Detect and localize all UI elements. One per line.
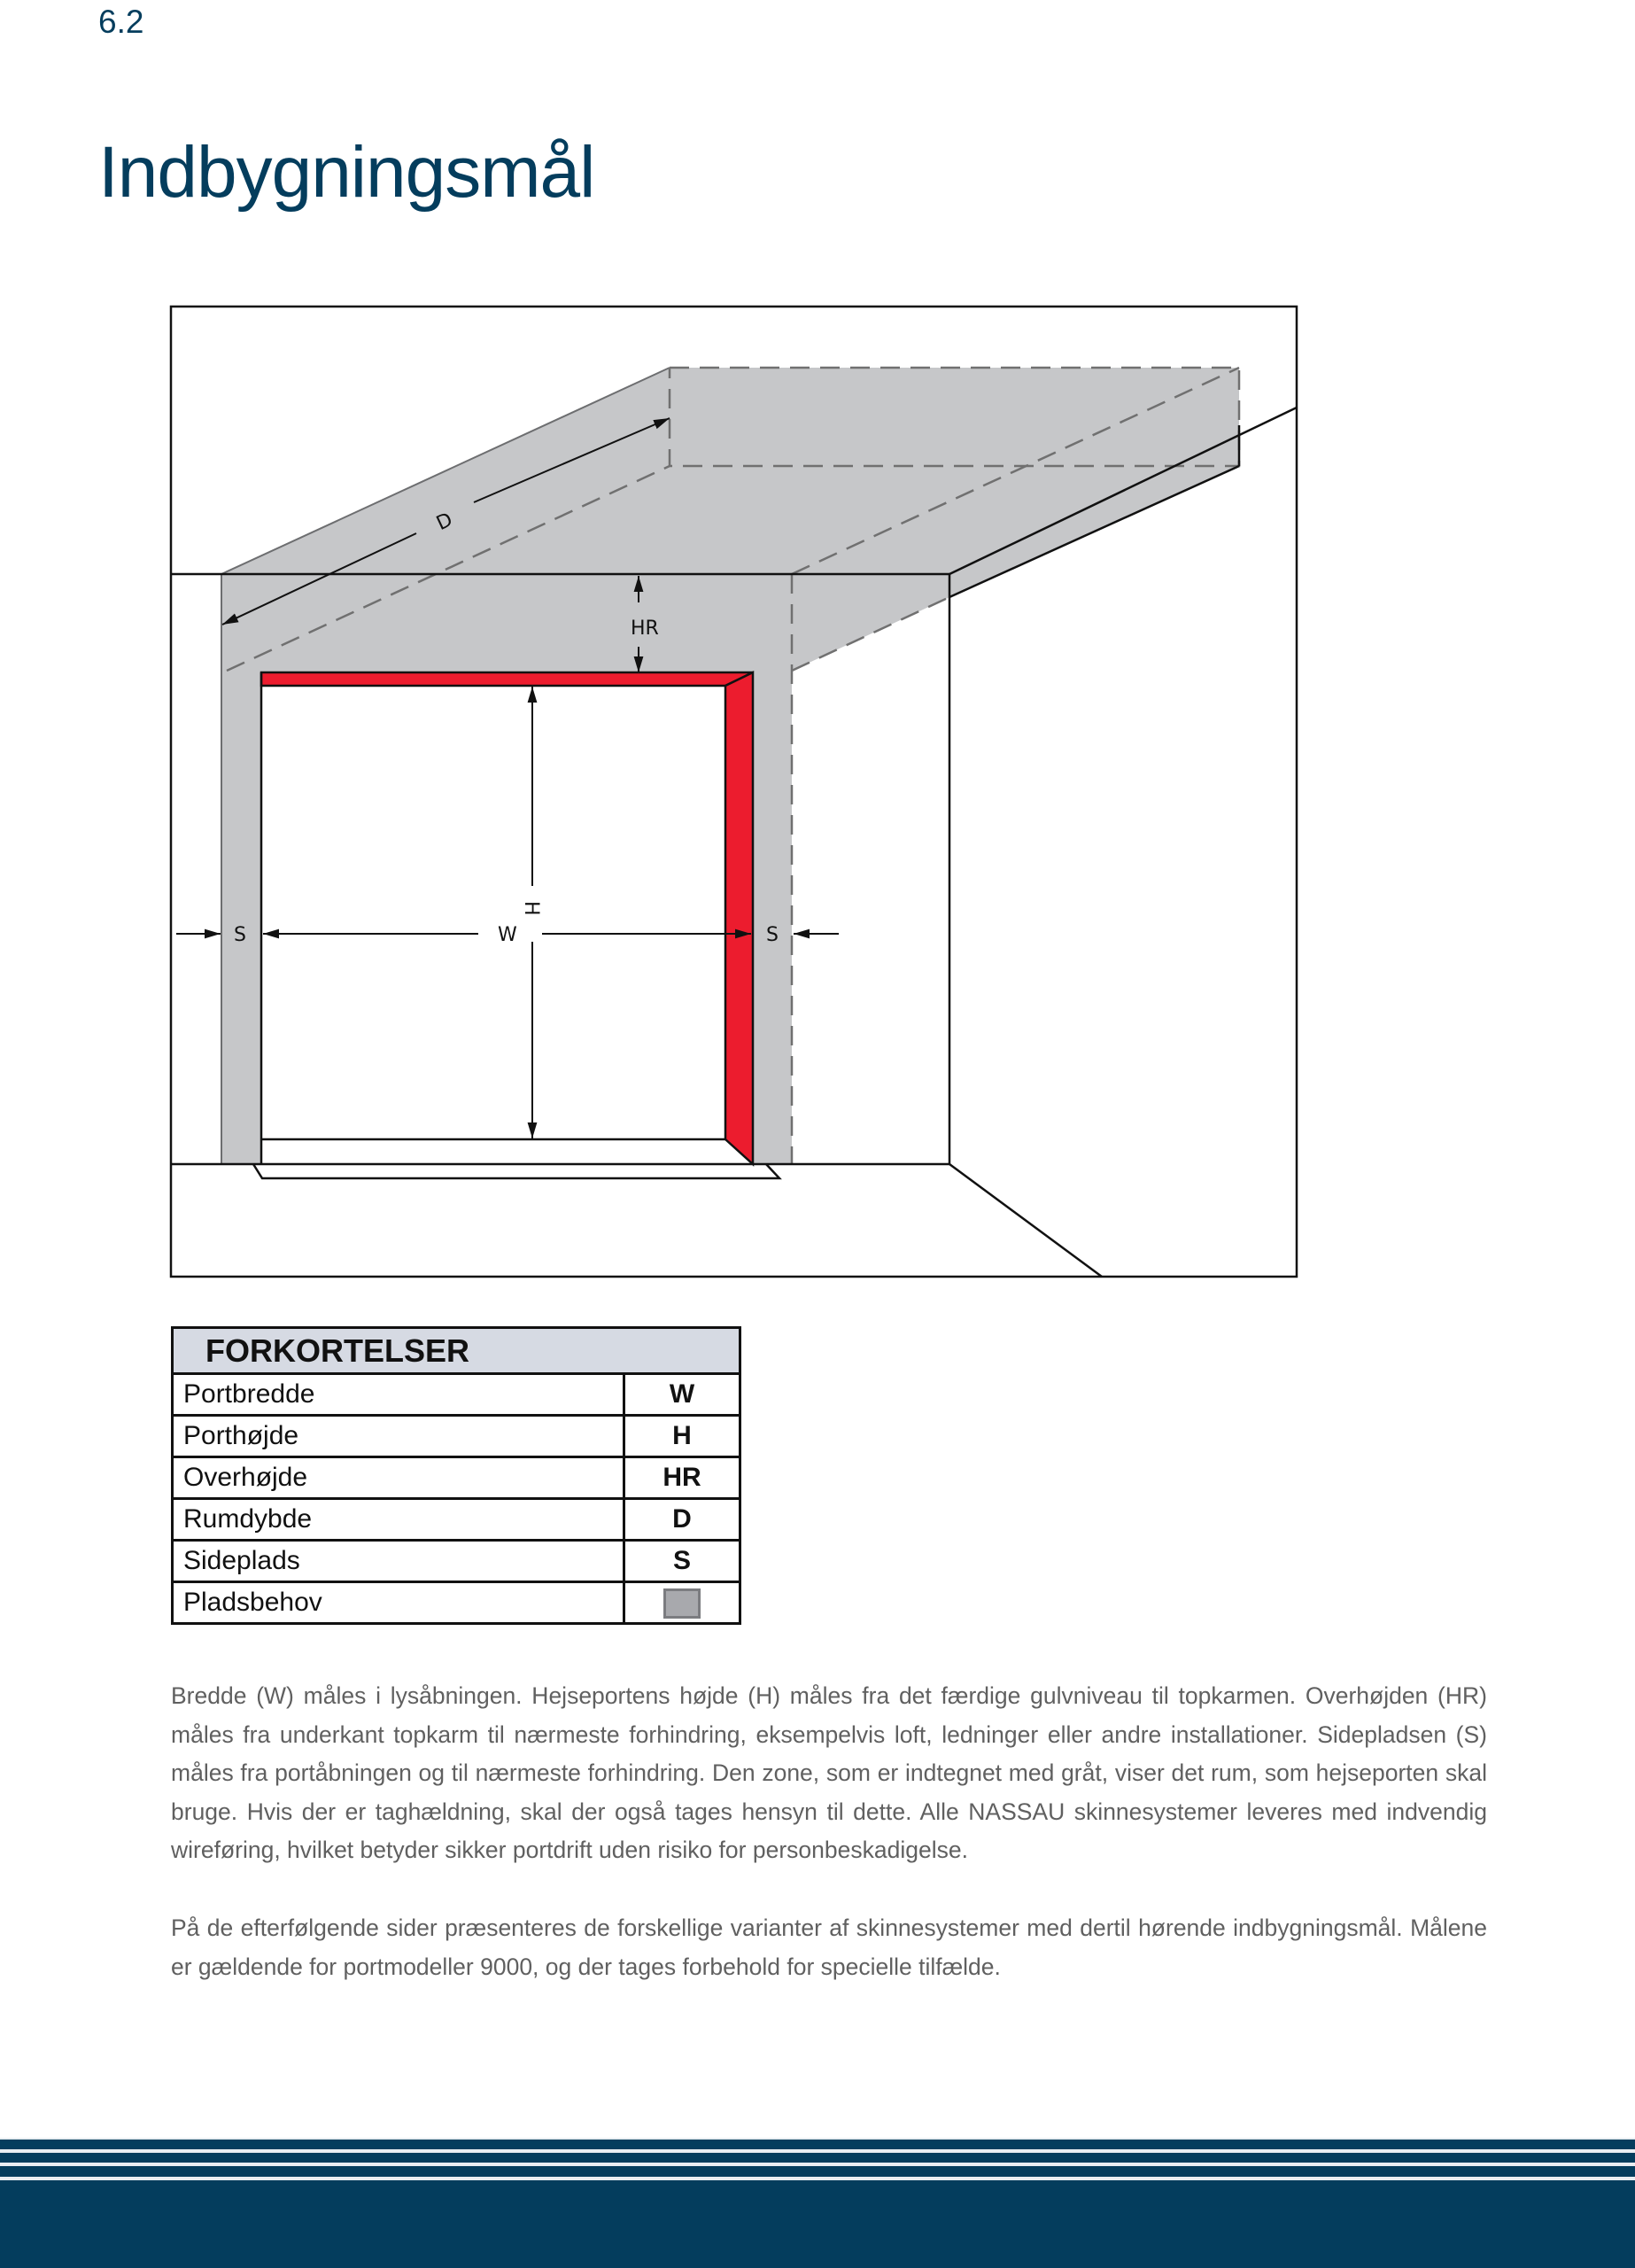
abbr-code: D [624, 1499, 740, 1541]
table-row [173, 1499, 740, 1541]
label-headroom: HR [631, 617, 659, 640]
red-frame-side [725, 672, 753, 1164]
table-row [173, 1582, 740, 1624]
table-row [173, 1374, 740, 1416]
abbr-code: W [624, 1374, 740, 1416]
abbr-label: Portbredde [173, 1374, 624, 1416]
red-frame-top [261, 672, 753, 686]
footer-stripe [0, 2177, 1635, 2180]
gray-square-icon [663, 1588, 701, 1619]
footer-stripe [0, 2163, 1635, 2166]
section-number: 6.2 [98, 4, 144, 40]
abbr-code: S [624, 1541, 740, 1582]
label-width: W [498, 924, 517, 946]
body-paragraph-2: På de efterfølgende sider præsenteres de forskellige varianter af skinnesystemer med dertil hørende indbygningsmål. Målene er gældende for portmodeller 9000, og der tages forbehold for specielle tilfælde. [171, 1915, 1487, 1980]
header-zone [221, 574, 792, 673]
label-depth: D [433, 509, 457, 536]
footer-stripe [0, 2149, 1635, 2153]
abbr-label: Porthøjde [173, 1416, 624, 1457]
abbr-label: Overhøjde [173, 1457, 624, 1499]
table-row [173, 1416, 740, 1457]
abbreviations-table [171, 1326, 741, 1625]
footer-stripe [0, 2138, 1635, 2140]
page-title: Indbygningsmål [98, 132, 595, 213]
label-side-right: S [766, 924, 779, 946]
abbr-code: H [624, 1416, 740, 1457]
abbr-swatch-cell [624, 1582, 740, 1624]
abbr-code: HR [624, 1457, 740, 1499]
label-height: H [520, 901, 542, 916]
table-row [173, 1457, 740, 1499]
door-opening [261, 672, 725, 1139]
abbreviations-heading: FORKORTELSER [173, 1328, 740, 1374]
footer-band [0, 2138, 1635, 2268]
table-row [173, 1541, 740, 1582]
abbr-label: Sideplads [173, 1541, 624, 1582]
body-paragraph-1: Bredde (W) måles i lysåbningen. Hejseportens højde (H) måles fra det færdige gulvniveau til topkarmen. Overhøjden (HR) måles fra underkant topkarm til nærmeste forhindring, eksempelvis loft, ledninger eller andre installationer. Sidepladsen (S) måles fra portåbningen og til nærmeste forhindring. Den zone, som er indtegnet med gråt, viser det rum, som hejseporten skal bruge. Hvis der er taghældning, skal der også tages hensyn til dette. Alle NASSAU skinnesystemer leveres med indvendig wireføring, hvilket betyder sikker portdrift uden risiko for personbeskadigelse. [171, 1682, 1487, 1863]
label-side-left: S [234, 924, 246, 946]
abbr-label: Pladsbehov [173, 1582, 624, 1624]
abbr-label: Rumdybde [173, 1499, 624, 1541]
